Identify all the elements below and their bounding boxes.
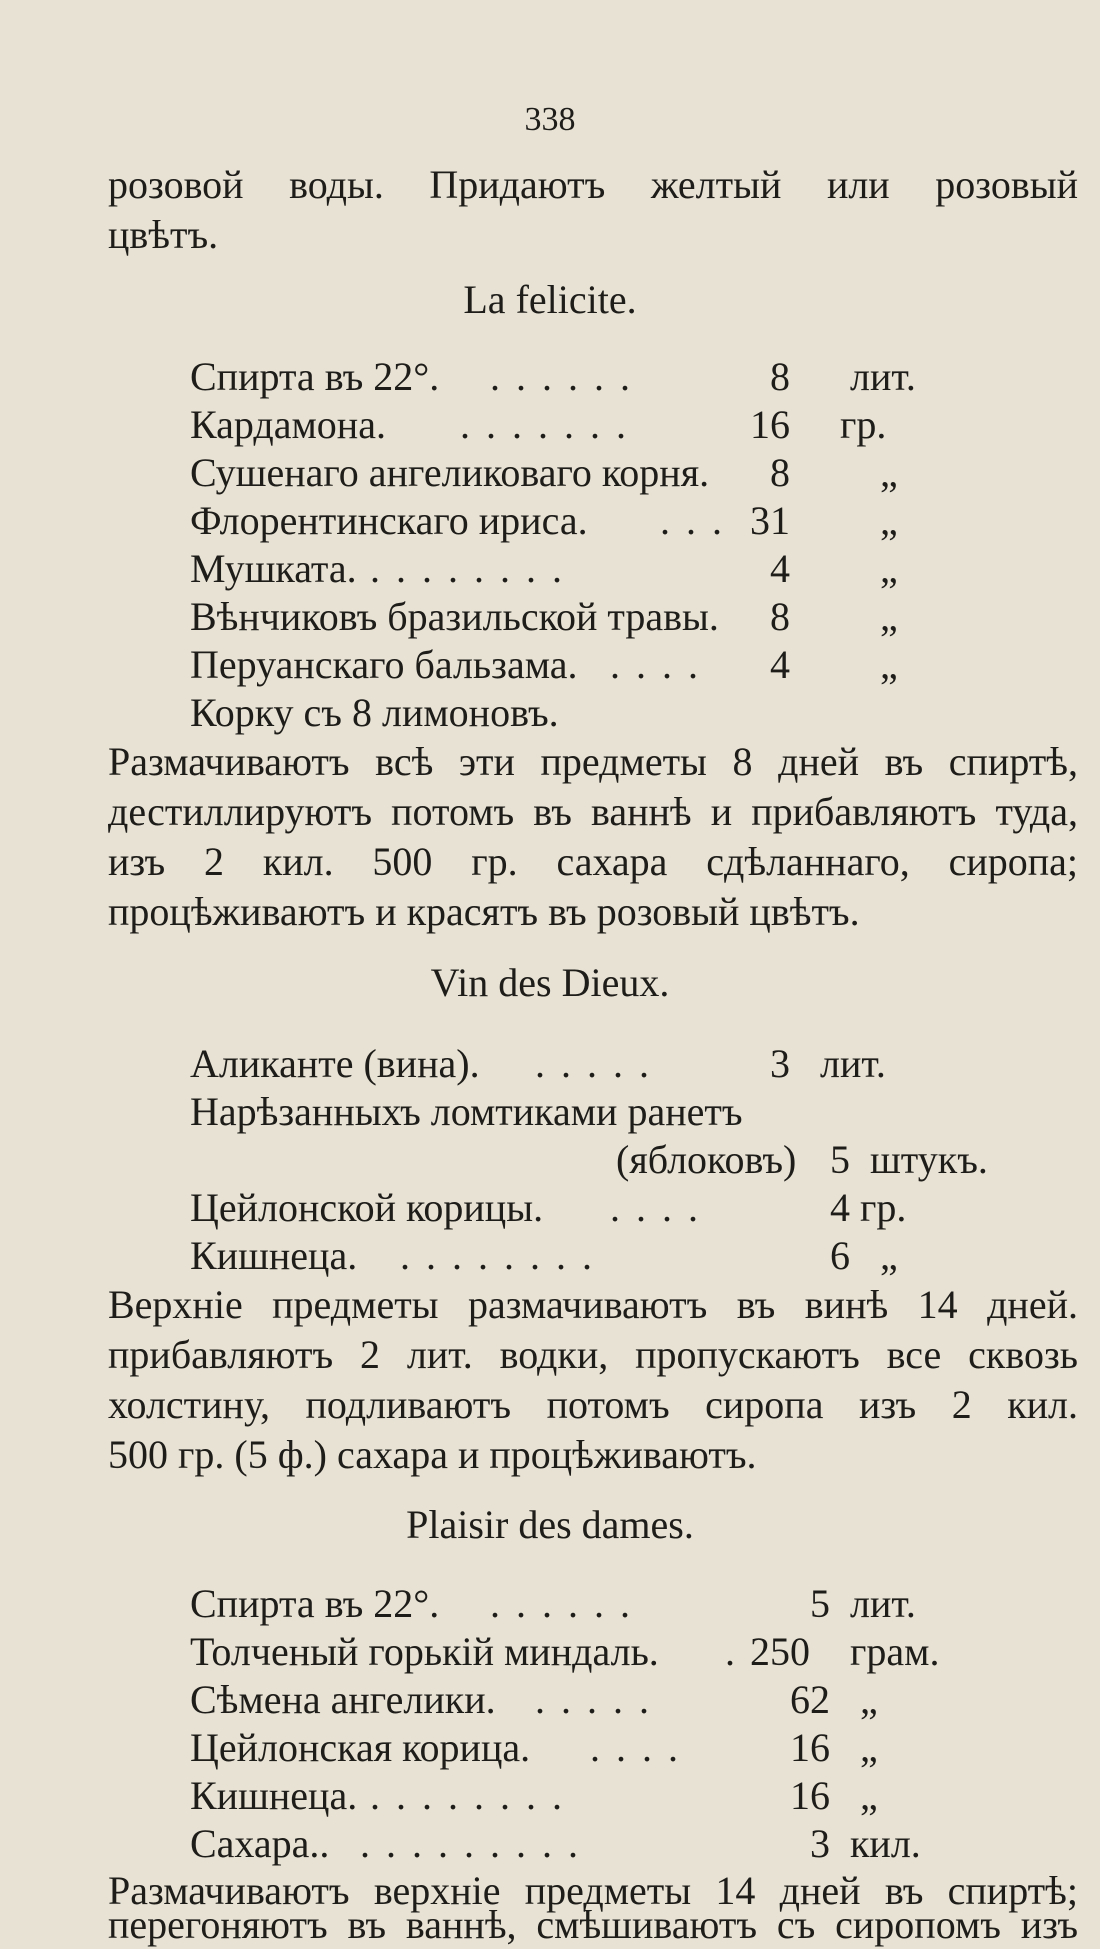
ingredient-row: [190, 1724, 930, 1772]
ingredient-unit: „: [880, 498, 898, 543]
leader-dots: . . . .: [610, 642, 701, 687]
ingredient-unit: гр.: [840, 402, 887, 447]
ingredient-name: Кардамона.: [190, 402, 386, 447]
ingredient-qty: 6: [830, 1233, 850, 1278]
ingredient-unit: кил.: [850, 1821, 921, 1866]
ingredient-row: [190, 593, 930, 641]
ingredient-name: Нарѣзанныхъ ломтиками ранетъ: [190, 1089, 743, 1134]
ingredient-qty: 3: [770, 1041, 790, 1086]
ingredient-qty: 16: [790, 1725, 830, 1770]
ingredient-name: Толченый горькій миндаль.: [190, 1629, 659, 1674]
ingredient-name: Спирта въ 22°.: [190, 354, 440, 399]
ingredient-unit: лит.: [850, 354, 916, 399]
leader-dots: . . .: [660, 498, 725, 543]
instruction-line: Размачиваютъ верхніе предметы 14 дней въ спиртѣ;: [108, 1868, 1078, 1913]
instruction-line: перегоняютъ въ ваннѣ, смѣшиваютъ съ сиропомъ изъ: [108, 1902, 1078, 1947]
ingredient-unit: „: [860, 1725, 878, 1770]
ingredient-unit: грам.: [850, 1629, 940, 1674]
ingredient-qty: 16: [790, 1773, 830, 1818]
leader-dots: . . . . . .: [490, 1581, 633, 1626]
instruction-line: процѣживаютъ и красятъ въ розовый цвѣтъ.: [108, 889, 860, 934]
ingredient-row: [190, 497, 930, 545]
ingredient-name: Аликанте (вина).: [190, 1041, 480, 1086]
ingredient-row: [190, 1820, 930, 1868]
ingredient-row: [190, 641, 930, 689]
instruction-line: Верхніе предметы размачиваютъ въ винѣ 14 дней.: [108, 1282, 1078, 1327]
ingredient-name: Сѣмена ангелики.: [190, 1677, 496, 1722]
leader-dots: . . . .: [610, 1185, 701, 1230]
recipe-title-vin-des-dieux: Vin des Dieux.: [430, 960, 670, 1005]
ingredient-row: [190, 1088, 930, 1136]
leader-dots: . . . . .: [535, 1041, 652, 1086]
ingredient-qty: 250: [750, 1629, 810, 1674]
recipe-title-la-felicite: La felicite.: [463, 277, 637, 322]
ingredient-row: [190, 1676, 930, 1724]
ingredient-row: [190, 689, 930, 737]
ingredient-row: [190, 1580, 930, 1628]
ingredient-row: [190, 353, 930, 401]
ingredient-name: Сахара..: [190, 1821, 330, 1866]
page-number: 338: [524, 101, 576, 138]
ingredient-qty: 4: [770, 642, 790, 687]
ingredient-unit: лит.: [820, 1041, 886, 1086]
ingredient-qty: 31: [750, 498, 790, 543]
leader-dots: .: [725, 1629, 738, 1674]
ingredient-name: Спирта въ 22°.: [190, 1581, 440, 1626]
recipe-title-plaisir-des-dames: Plaisir des dames.: [406, 1502, 694, 1547]
ingredient-unit: гр.: [860, 1185, 907, 1230]
ingredient-unit: „: [880, 1233, 898, 1278]
ingredient-unit: „: [880, 594, 898, 639]
leader-dots: . . . .: [590, 1725, 681, 1770]
instruction-line: прибавляютъ 2 лит. водки, пропускаютъ все сквозь: [108, 1332, 1078, 1377]
instruction-line: Размачиваютъ всѣ эти предметы 8 дней въ спиртѣ,: [108, 739, 1078, 784]
ingredient-name: Кишнеца.: [190, 1233, 358, 1278]
ingredient-qty: 8: [770, 450, 790, 495]
instruction-line: дестиллируютъ потомъ въ ваннѣ и прибавляютъ туда,: [108, 789, 1078, 834]
ingredient-qty: 8: [770, 354, 790, 399]
intro-line-2: цвѣтъ.: [108, 212, 219, 257]
ingredient-name: Корку съ 8 лимоновъ.: [190, 690, 559, 735]
ingredient-row: [190, 1772, 930, 1820]
leader-dots: . . . . . .: [490, 354, 633, 399]
ingredient-qty: 16: [750, 402, 790, 447]
leader-dots: . . . . . . . .: [370, 1773, 565, 1818]
ingredient-row: [190, 401, 930, 449]
instruction-line: холстину, подливаютъ потомъ сиропа изъ 2 кил.: [108, 1382, 1078, 1427]
ingredient-row: [190, 1628, 940, 1676]
ingredient-unit: „: [860, 1677, 878, 1722]
ingredient-name: Сушенаго ангеликоваго корня.: [190, 450, 710, 495]
ingredient-row: [190, 545, 930, 593]
ingredient-qty: 8: [770, 594, 790, 639]
ingredient-qty: 4: [830, 1185, 850, 1230]
instruction-line: изъ 2 кил. 500 гр. сахара сдѣланнаго, сиропа;: [108, 839, 1078, 884]
ingredient-name: Перуанскаго бальзама.: [190, 642, 578, 687]
leader-dots: . . . . .: [535, 1677, 652, 1722]
intro-line-1: розовой воды. Придаютъ желтый или розовый: [108, 162, 1078, 207]
leader-dots: . . . . . . . . .: [360, 1821, 581, 1866]
ingredient-unit: „: [880, 642, 898, 687]
ingredient-unit: „: [860, 1773, 878, 1818]
ingredient-unit: лит.: [850, 1581, 916, 1626]
ingredient-name: Цейлонская корица.: [190, 1725, 531, 1770]
ingredient-unit: „: [880, 450, 898, 495]
leader-dots: . . . . . . . .: [400, 1233, 595, 1278]
ingredient-row: [190, 1040, 930, 1088]
ingredient-name: Цейлонской корицы.: [190, 1185, 544, 1230]
leader-dots: . . . . . . . .: [370, 546, 565, 591]
ingredient-name: Вѣнчиковъ бразильской травы.: [190, 594, 719, 639]
ingredient-name: Мушката.: [190, 546, 357, 591]
ingredient-row: [190, 449, 930, 497]
ingredient-row: [190, 1232, 930, 1280]
ingredient-name: Кишнеца.: [190, 1773, 358, 1818]
ingredient-unit: штукъ.: [870, 1137, 988, 1182]
ingredient-qty: 5: [810, 1581, 830, 1626]
leader-dots: . . . . . . .: [460, 402, 629, 447]
ingredient-unit: „: [880, 546, 898, 591]
ingredient-row: [190, 1184, 930, 1232]
ingredient-qty: 5: [830, 1137, 850, 1182]
ingredient-continuation: (яблоковъ): [616, 1137, 797, 1182]
ingredient-name: Флорентинскаго ириса.: [190, 498, 588, 543]
ingredient-qty: 62: [790, 1677, 830, 1722]
ingredient-qty: 4: [770, 546, 790, 591]
instruction-line: 500 гр. (5 ф.) сахара и процѣживаютъ.: [108, 1432, 757, 1477]
ingredient-qty: 3: [810, 1821, 830, 1866]
